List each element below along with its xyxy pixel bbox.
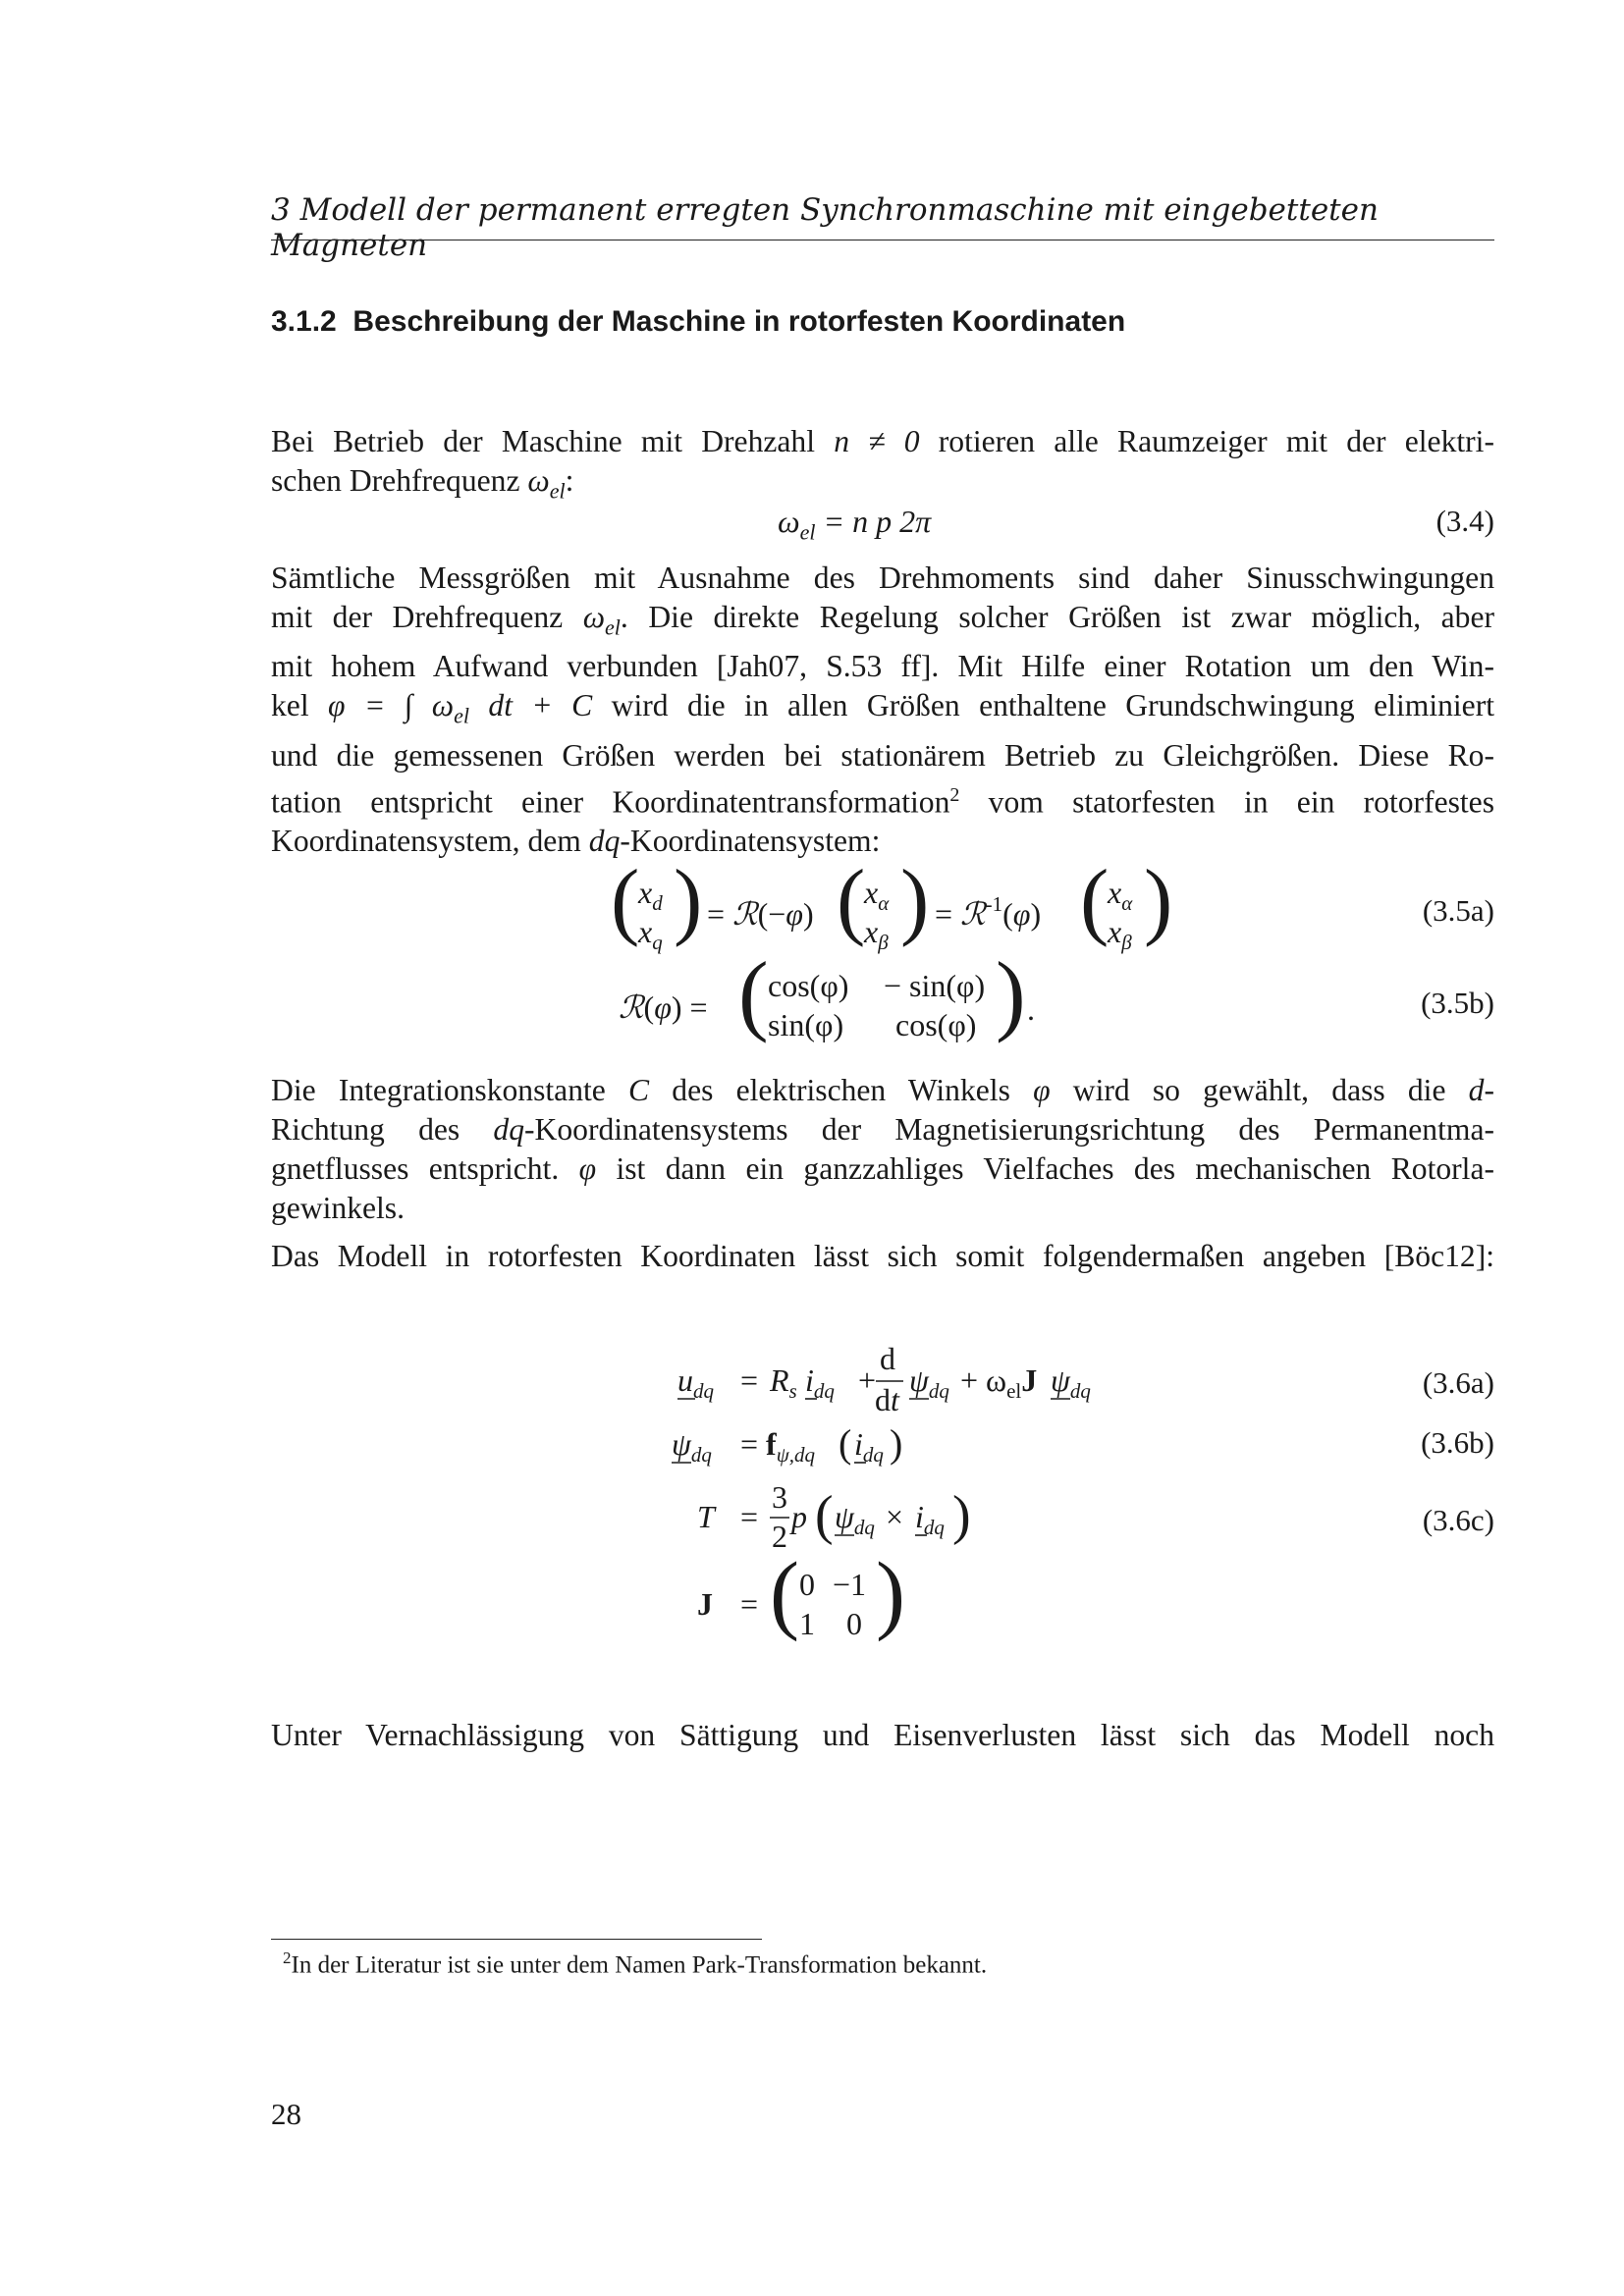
paren-right: ) bbox=[996, 943, 1026, 1043]
math-inline: ω bbox=[527, 463, 550, 498]
text: . Die direkte Regelung solcher Größen ist zwar möglich, aber bbox=[620, 600, 1494, 634]
text: Die Integrationskonstante bbox=[271, 1073, 628, 1107]
text: des elektrischen Winkels bbox=[649, 1073, 1034, 1107]
p3-line-3 bbox=[271, 1149, 1494, 1189]
footnote-mark: 2 bbox=[949, 783, 960, 806]
math-inline: φ bbox=[1033, 1073, 1051, 1107]
math-inline: dq bbox=[493, 1112, 525, 1147]
footnote-mark: 2 bbox=[283, 1949, 292, 1967]
text: Richtung des bbox=[271, 1112, 494, 1147]
equals-inverse: = ℛ$^{-1}$(φ) bbox=[935, 892, 1042, 933]
paren-left: ( bbox=[611, 853, 640, 948]
psi-dq: $\psi_{dq}$ bbox=[1051, 1362, 1091, 1403]
paren-right: ) bbox=[890, 1421, 903, 1466]
p3-line-1 bbox=[271, 1071, 1494, 1110]
plus: + bbox=[858, 1362, 877, 1398]
math-inline: φ = ∫ ω bbox=[328, 688, 455, 723]
text: ist dann ein ganzzahliges Vielfaches des mechanischen Rotorla- bbox=[596, 1151, 1494, 1186]
text: rotieren alle Raumzeiger mit der elektri- bbox=[919, 424, 1494, 458]
section-number: 3.1.2 bbox=[271, 305, 337, 338]
equals: = $f_{\psi,dq}$ bbox=[740, 1426, 815, 1467]
math: ω bbox=[778, 504, 800, 539]
m22: 0 bbox=[846, 1606, 862, 1641]
page-number: 28 bbox=[271, 2097, 301, 2131]
p3-line-2 bbox=[271, 1110, 1494, 1149]
p2-line-4 bbox=[271, 686, 1494, 735]
text: wird so gewählt, dass die bbox=[1050, 1073, 1469, 1107]
math-inline: ω bbox=[582, 600, 606, 634]
text: vom statorfesten in ein rotorfestes bbox=[959, 784, 1495, 820]
p2-line-1: Sämtliche Messgrößen mit Ausnahme des Drehmoments sind daher Sinusschwingungen bbox=[271, 561, 1494, 595]
paragraph-3 bbox=[271, 1071, 1494, 1228]
m21: 1 bbox=[799, 1606, 815, 1641]
math-inline: C bbox=[628, 1073, 650, 1107]
i-dq: $i_{dq}$ bbox=[854, 1426, 884, 1467]
text: schen Drehfrequenz bbox=[271, 463, 528, 498]
equals: = ℛ(−φ) bbox=[707, 895, 814, 933]
p4-line-1: Das Modell in rotorfesten Koordinaten lässt sich somit folgendermaßen angeben [Böc12]: bbox=[271, 1239, 1494, 1273]
p3-line-4: gewinkels. bbox=[271, 1191, 406, 1225]
section-heading bbox=[271, 305, 1125, 339]
plus: + $\omega_{el}J$ bbox=[960, 1362, 1038, 1403]
period: . bbox=[1027, 991, 1035, 1027]
pole-pairs: p bbox=[791, 1499, 807, 1534]
i-dq: $i_{dq}$ bbox=[805, 1362, 835, 1403]
p2-line-7 bbox=[271, 822, 1494, 861]
paren-left: ( bbox=[837, 853, 866, 948]
text: : bbox=[565, 463, 574, 498]
cross: × bbox=[886, 1499, 904, 1534]
p2-line-5: und die gemessenen Größen werden bei stationärem Betrieb zu Gleichgrößen. Diese Ro- bbox=[271, 737, 1494, 773]
x-alpha: $x_\alpha$ bbox=[1108, 875, 1133, 915]
rs: $R_s$ bbox=[770, 1362, 797, 1403]
frac-num: 3 bbox=[772, 1479, 787, 1515]
equation-3-6c bbox=[668, 1472, 982, 1561]
equation-3-5a bbox=[609, 853, 1173, 962]
text: wird die in allen Größen enthaltene Grundschwingung eliminiert bbox=[592, 688, 1494, 723]
equals: = bbox=[740, 1586, 759, 1622]
text: Koordinatensystem, dem bbox=[271, 824, 589, 859]
msin-cell: − sin(φ) bbox=[884, 968, 986, 1003]
text: -Koordinatensystem: bbox=[620, 824, 881, 859]
math-sub: el bbox=[799, 519, 816, 545]
x-d: $x_d$ bbox=[638, 875, 663, 915]
math-inline: d bbox=[1468, 1073, 1485, 1107]
paren-left: ( bbox=[1080, 853, 1110, 948]
equation-number-3-6a: (3.6a) bbox=[1422, 1365, 1494, 1400]
paren-left: ( bbox=[839, 1421, 852, 1466]
p1-line-1 bbox=[271, 422, 1494, 461]
text: kel bbox=[271, 688, 329, 723]
paren-right: ) bbox=[1144, 853, 1173, 948]
x-q: $x_q$ bbox=[638, 914, 663, 954]
frac-den: 2 bbox=[772, 1519, 787, 1554]
equation-number-3-5a: (3.5a) bbox=[1422, 893, 1494, 928]
paragraph-5 bbox=[271, 1716, 1494, 1755]
paragraph-2 bbox=[271, 559, 1494, 861]
text: gnetflusses entspricht. bbox=[271, 1151, 579, 1186]
section-title: Beschreibung der Maschine in rotorfesten Koordinaten bbox=[352, 305, 1126, 338]
x-alpha: $x_\alpha$ bbox=[864, 875, 890, 915]
text: -Koordinatensystems der Magnetisierungsrichtung des Permanentma- bbox=[524, 1112, 1494, 1147]
equation-j-matrix bbox=[668, 1545, 923, 1654]
text: mit der Drehfrequenz bbox=[271, 600, 583, 634]
p2-line-6 bbox=[271, 775, 1494, 823]
math-sub: el bbox=[605, 614, 621, 640]
math-inline: φ bbox=[578, 1151, 597, 1186]
i-dq: $i_{dq}$ bbox=[915, 1499, 945, 1539]
psi-dq: $\psi_{dq}$ bbox=[909, 1362, 949, 1403]
running-head: 3 Modell der permanent erregten Synchronmaschine mit eingebetteten Magneten bbox=[271, 192, 1379, 263]
r-phi: ℛ(φ) = bbox=[619, 988, 708, 1026]
equation-number-3-5b: (3.5b) bbox=[1421, 986, 1494, 1020]
x-beta: $x_\beta$ bbox=[864, 914, 889, 954]
paren-left: ( bbox=[738, 943, 769, 1043]
j-symbol: J bbox=[697, 1586, 713, 1622]
frac-num: d bbox=[880, 1341, 895, 1376]
footnote-text: In der Literatur ist sie unter dem Namen Park-Transformation bekannt. bbox=[291, 1951, 988, 1979]
paren-right: ) bbox=[876, 1545, 905, 1642]
math-inline: dq bbox=[588, 824, 621, 859]
paren-right: ) bbox=[952, 1485, 971, 1546]
text: tation entspricht einer Koordinatentransformation bbox=[271, 784, 950, 820]
equation-number-3-6c: (3.6c) bbox=[1422, 1503, 1494, 1537]
equals: = bbox=[740, 1362, 759, 1398]
equation-3-4 bbox=[778, 504, 931, 545]
psi-dq: $\psi_{dq}$ bbox=[835, 1499, 875, 1539]
psi-dq: $\psi_{dq}$ bbox=[672, 1426, 712, 1467]
text: Bei Betrieb der Maschine mit Drehzahl bbox=[271, 424, 835, 458]
cos-cell: cos(φ) bbox=[768, 968, 849, 1003]
sin-cell: sin(φ) bbox=[768, 1007, 844, 1042]
paren-right: ) bbox=[900, 853, 930, 948]
cos-cell-2: cos(φ) bbox=[895, 1007, 977, 1042]
paren-left: ( bbox=[770, 1545, 799, 1642]
footnote bbox=[283, 1949, 987, 1979]
equation-number-3-6b: (3.6b) bbox=[1421, 1425, 1494, 1460]
paren-left: ( bbox=[815, 1485, 834, 1546]
p5-line-1: Unter Vernachlässigung von Sättigung und Eisenverlusten lässt sich das Modell noch bbox=[271, 1718, 1494, 1752]
math-inline: dt + C bbox=[468, 688, 593, 723]
math-sub: el bbox=[549, 478, 566, 504]
equals: = bbox=[740, 1499, 759, 1534]
m11: 0 bbox=[799, 1567, 815, 1602]
math-sub: el bbox=[454, 703, 469, 728]
footnote-rule bbox=[271, 1939, 762, 1940]
equation-3-6a bbox=[668, 1340, 1119, 1418]
paragraph-4 bbox=[271, 1237, 1494, 1276]
math: = n p 2π bbox=[815, 504, 932, 539]
p2-line-3: mit hohem Aufwand verbunden [Jah07, S.53 ff]. Mit Hilfe einer Rotation um den Win- bbox=[271, 649, 1494, 684]
frac-den: dt bbox=[875, 1382, 899, 1417]
paren-right: ) bbox=[674, 853, 703, 948]
equation-3-5b bbox=[619, 943, 1051, 1055]
paragraph-1 bbox=[271, 422, 1494, 510]
p2-line-2 bbox=[271, 598, 1494, 647]
equation-number-3-4: (3.4) bbox=[1435, 504, 1494, 538]
m12: −1 bbox=[833, 1567, 867, 1602]
text: - bbox=[1484, 1073, 1494, 1107]
math-inline: n ≠ 0 bbox=[834, 424, 920, 458]
equation-3-6b bbox=[668, 1412, 962, 1480]
u-dq: $u_{dq}$ bbox=[677, 1362, 714, 1403]
x-beta: $x_\beta$ bbox=[1108, 914, 1132, 954]
torque-t: T bbox=[697, 1499, 715, 1534]
